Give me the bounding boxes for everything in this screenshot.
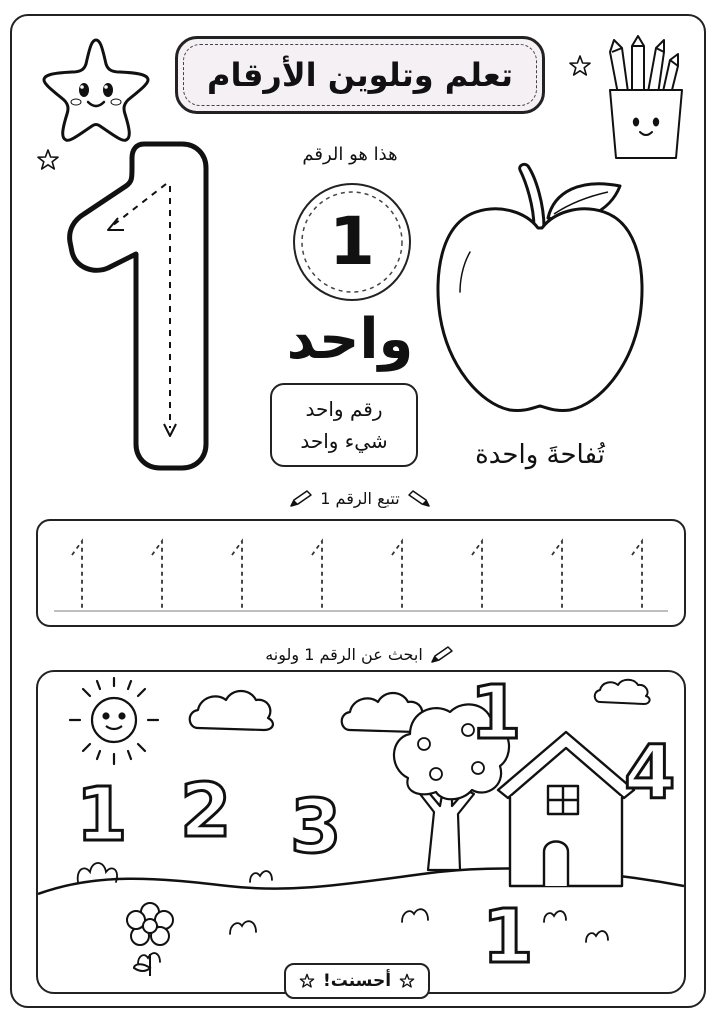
title-inner-border <box>183 44 537 106</box>
praise-badge <box>284 963 430 999</box>
scene-drawing <box>38 672 684 992</box>
digit-medallion <box>290 180 414 304</box>
star-face-icon <box>36 34 156 144</box>
find-number[interactable]: 4 <box>624 730 676 816</box>
pencil-icon <box>288 489 314 509</box>
cloud-icon <box>190 691 273 730</box>
find-instruction <box>230 640 490 670</box>
apple-icon <box>430 156 650 424</box>
big-digit-one <box>62 138 222 474</box>
pencil-cup-icon <box>604 34 688 162</box>
trace-guide-digit[interactable] <box>312 541 322 611</box>
tracing-guides <box>38 521 684 625</box>
trace-instruction <box>260 484 460 514</box>
trace-guide-digit[interactable] <box>392 541 402 611</box>
pencil-icon <box>406 489 432 509</box>
find-number[interactable]: 3 <box>290 784 342 870</box>
coloring-scene[interactable] <box>36 670 686 994</box>
medallion-digit: 1 <box>329 203 375 280</box>
find-instruction-text: ابحث عن الرقم 1 ولونه <box>265 645 423 664</box>
find-number[interactable]: 1 <box>76 772 128 858</box>
pencil-icon <box>429 645 455 665</box>
small-star-icon <box>568 54 592 78</box>
apple-caption: تُفاحةَ واحدة <box>475 440 605 470</box>
flower-icon <box>127 903 173 976</box>
trace-guide-digit[interactable] <box>72 541 82 611</box>
small-star-icon <box>299 973 315 989</box>
trace-guide-digit[interactable] <box>552 541 562 611</box>
small-star-icon <box>36 148 60 172</box>
tracing-area[interactable] <box>36 519 686 627</box>
meaning-line-2: شيء واحد <box>300 429 388 453</box>
sun-icon <box>70 678 158 764</box>
this-is-the-number-label: هذا هو الرقم <box>302 144 398 165</box>
find-number[interactable]: 1 <box>482 894 534 980</box>
title-banner <box>175 36 545 114</box>
trace-guide-digit[interactable] <box>632 541 642 611</box>
number-word: واحد <box>286 307 414 372</box>
meaning-line-1: رقم واحد <box>305 397 383 421</box>
trace-guide-digit[interactable] <box>232 541 242 611</box>
meaning-box <box>270 383 418 467</box>
praise-text: أحسنت! <box>322 971 392 991</box>
trace-guide-digit[interactable] <box>472 541 482 611</box>
find-number[interactable]: 2 <box>180 768 232 854</box>
trace-guide-digit[interactable] <box>152 541 162 611</box>
find-number[interactable]: 1 <box>470 672 522 756</box>
page-title: تعلم وتلوين الأرقام <box>207 56 513 94</box>
cloud-icon <box>595 680 650 704</box>
trace-instruction-text: تتبع الرقم 1 <box>320 489 400 508</box>
small-star-icon <box>399 973 415 989</box>
